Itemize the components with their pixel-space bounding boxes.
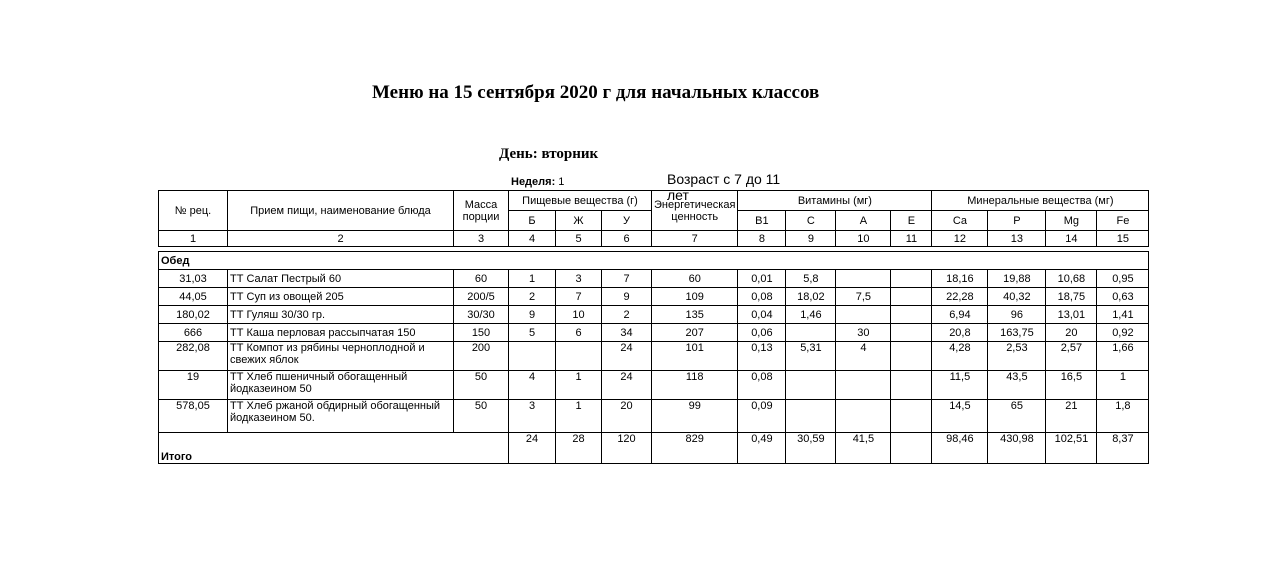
table-row — [159, 306, 1149, 324]
table-cell: 6,94 — [932, 306, 988, 324]
table-row — [159, 342, 1149, 371]
table-cell: 7 — [556, 288, 602, 306]
age-label: Возраст с 7 до 11 лет — [667, 171, 781, 203]
table-cell: 5,31 — [786, 342, 836, 371]
table-cell: 7,5 — [836, 288, 891, 306]
header-sub-cell: А — [836, 211, 891, 231]
table-cell: 2,57 — [1046, 342, 1097, 371]
table-cell: 1,46 — [786, 306, 836, 324]
table-cell — [509, 342, 556, 371]
table-row — [159, 324, 1149, 342]
table-cell: 24 — [602, 371, 652, 400]
table-cell: 7 — [602, 270, 652, 288]
table-cell: 11,5 — [932, 371, 988, 400]
total-cell — [891, 433, 932, 464]
week-info — [511, 176, 564, 188]
table-cell: 5,8 — [786, 270, 836, 288]
table-cell: 109 — [652, 288, 738, 306]
table-cell: 60 — [652, 270, 738, 288]
column-number-cell: 1 — [159, 231, 228, 247]
total-cell: 28 — [556, 433, 602, 464]
table-cell — [891, 270, 932, 288]
total-cell: 829 — [652, 433, 738, 464]
table-cell: 19,88 — [988, 270, 1046, 288]
column-number-cell: 9 — [786, 231, 836, 247]
table-cell: 6 — [556, 324, 602, 342]
table-cell: 207 — [652, 324, 738, 342]
total-cell: 98,46 — [932, 433, 988, 464]
table-cell — [891, 400, 932, 433]
total-cell: 0,49 — [738, 433, 786, 464]
column-number-cell: 11 — [891, 231, 932, 247]
column-number-cell: 15 — [1097, 231, 1149, 247]
table-cell: 18,02 — [786, 288, 836, 306]
dish-name-cell: ТТ Компот из рябины черноплодной и свежих яблок — [228, 342, 454, 371]
dish-name-cell: ТТ Хлеб пшеничный обогащенный йодказеином 50 — [228, 371, 454, 400]
table-cell: 0,09 — [738, 400, 786, 433]
table-cell — [891, 371, 932, 400]
table-cell: 1,66 — [1097, 342, 1149, 371]
page-title: Меню на 15 сентября 2020 г для начальных классов — [372, 82, 820, 103]
table-cell: 282,08 — [159, 342, 228, 371]
total-row — [159, 433, 1149, 464]
table-cell: 20 — [602, 400, 652, 433]
table-cell — [556, 342, 602, 371]
table-cell: 0,01 — [738, 270, 786, 288]
total-cell: 30,59 — [786, 433, 836, 464]
table-cell: 101 — [652, 342, 738, 371]
table-row — [159, 371, 1149, 400]
table-cell: 19 — [159, 371, 228, 400]
table-cell: 0,06 — [738, 324, 786, 342]
table-cell: 4,28 — [932, 342, 988, 371]
header-sub-cell: Ca — [932, 211, 988, 231]
dish-name-cell: ТТ Каша перловая рассыпчатая 150 — [228, 324, 454, 342]
week-value: 1 — [558, 176, 565, 188]
header-row-1 — [159, 191, 1149, 211]
table-cell — [836, 400, 891, 433]
table-cell: 50 — [454, 400, 509, 433]
total-cell: 8,37 — [1097, 433, 1149, 464]
table-cell — [786, 400, 836, 433]
table-cell: 163,75 — [988, 324, 1046, 342]
table-cell: 1,8 — [1097, 400, 1149, 433]
table-cell: 16,5 — [1046, 371, 1097, 400]
table-cell: 14,5 — [932, 400, 988, 433]
table-cell: 0,92 — [1097, 324, 1149, 342]
table-cell: 118 — [652, 371, 738, 400]
table-cell: 60 — [454, 270, 509, 288]
table-cell: 4 — [836, 342, 891, 371]
header-rec: № рец. — [159, 191, 228, 231]
column-number-cell: 5 — [556, 231, 602, 247]
table-cell: 18,75 — [1046, 288, 1097, 306]
table-cell — [836, 306, 891, 324]
column-number-cell: 12 — [932, 231, 988, 247]
table-cell: 2 — [509, 288, 556, 306]
total-cell: 41,5 — [836, 433, 891, 464]
table-cell: 1 — [1097, 371, 1149, 400]
table-cell: 1,41 — [1097, 306, 1149, 324]
table-cell: 99 — [652, 400, 738, 433]
week-label: Неделя: — [511, 176, 556, 188]
table-cell: 4 — [509, 371, 556, 400]
table-cell: 10,68 — [1046, 270, 1097, 288]
table-row — [159, 270, 1149, 288]
total-label: Итого — [159, 433, 509, 464]
table-cell: 96 — [988, 306, 1046, 324]
table-cell: 150 — [454, 324, 509, 342]
header-sub-cell: Fe — [1097, 211, 1149, 231]
table-cell — [786, 324, 836, 342]
column-number-cell: 6 — [602, 231, 652, 247]
total-cell: 24 — [509, 433, 556, 464]
column-number-cell: 14 — [1046, 231, 1097, 247]
header-energy: Энергетическая ценность — [652, 191, 738, 231]
table-cell: 0,04 — [738, 306, 786, 324]
column-number-cell: 4 — [509, 231, 556, 247]
column-number-cell: 8 — [738, 231, 786, 247]
table-row — [159, 288, 1149, 306]
table-cell — [891, 288, 932, 306]
table-cell: 44,05 — [159, 288, 228, 306]
table-cell: 5 — [509, 324, 556, 342]
dish-name-cell: ТТ Салат Пестрый 60 — [228, 270, 454, 288]
table-cell — [891, 342, 932, 371]
table-cell: 135 — [652, 306, 738, 324]
table-cell: 30/30 — [454, 306, 509, 324]
section-row — [159, 252, 1149, 270]
header-sub-cell: В1 — [738, 211, 786, 231]
table-cell: 578,05 — [159, 400, 228, 433]
header-sub-cell: Б — [509, 211, 556, 231]
day-label: День: вторник — [499, 146, 599, 162]
table-cell: 0,08 — [738, 371, 786, 400]
dish-name-cell: ТТ Хлеб ржаной обдирный обогащенный йодказеином 50. — [228, 400, 454, 433]
table-cell: 0,08 — [738, 288, 786, 306]
header-sub-cell: Ж — [556, 211, 602, 231]
total-cell: 430,98 — [988, 433, 1046, 464]
header-nutrients: Пищевые вещества (г) — [509, 191, 652, 211]
column-number-cell: 3 — [454, 231, 509, 247]
header-mass: Масса порции — [454, 191, 509, 231]
table-cell: 21 — [1046, 400, 1097, 433]
header-dish: Прием пищи, наименование блюда — [228, 191, 454, 231]
table-cell: 22,28 — [932, 288, 988, 306]
column-numbers-row — [159, 231, 1149, 247]
table-cell: 9 — [509, 306, 556, 324]
menu-table — [158, 190, 1149, 464]
total-cell: 102,51 — [1046, 433, 1097, 464]
table-cell: 31,03 — [159, 270, 228, 288]
table-cell: 9 — [602, 288, 652, 306]
table-cell: 200 — [454, 342, 509, 371]
table-cell — [836, 371, 891, 400]
table-cell: 18,16 — [932, 270, 988, 288]
column-number-cell: 10 — [836, 231, 891, 247]
table-cell — [786, 371, 836, 400]
table-cell: 24 — [602, 342, 652, 371]
table-cell: 34 — [602, 324, 652, 342]
header-minerals: Минеральные вещества (мг) — [932, 191, 1149, 211]
header-sub-cell: Е — [891, 211, 932, 231]
table-cell: 0,63 — [1097, 288, 1149, 306]
dish-name-cell: ТТ Гуляш 30/30 гр. — [228, 306, 454, 324]
table-cell: 2,53 — [988, 342, 1046, 371]
table-cell: 10 — [556, 306, 602, 324]
table-cell: 200/5 — [454, 288, 509, 306]
table-cell: 2 — [602, 306, 652, 324]
header-sub-cell: У — [602, 211, 652, 231]
total-cell: 120 — [602, 433, 652, 464]
column-number-cell: 2 — [228, 231, 454, 247]
dish-name-cell: ТТ Суп из овощей 205 — [228, 288, 454, 306]
table-cell: 65 — [988, 400, 1046, 433]
table-cell: 40,32 — [988, 288, 1046, 306]
table-cell: 1 — [509, 270, 556, 288]
table-cell — [891, 324, 932, 342]
table-cell: 20 — [1046, 324, 1097, 342]
column-number-cell: 7 — [652, 231, 738, 247]
header-sub-cell: С — [786, 211, 836, 231]
table-cell: 20,8 — [932, 324, 988, 342]
table-cell — [891, 306, 932, 324]
column-number-cell: 13 — [988, 231, 1046, 247]
header-sub-cell: P — [988, 211, 1046, 231]
table-cell: 1 — [556, 400, 602, 433]
section-title: Обед — [159, 252, 1149, 270]
table-cell — [836, 270, 891, 288]
table-cell: 50 — [454, 371, 509, 400]
table-cell: 43,5 — [988, 371, 1046, 400]
table-cell: 13,01 — [1046, 306, 1097, 324]
header-vitamins: Витамины (мг) — [738, 191, 932, 211]
table-cell: 3 — [556, 270, 602, 288]
table-cell: 180,02 — [159, 306, 228, 324]
table-cell: 3 — [509, 400, 556, 433]
header-sub-cell: Mg — [1046, 211, 1097, 231]
table-cell: 1 — [556, 371, 602, 400]
table-row — [159, 400, 1149, 433]
table-cell: 0,95 — [1097, 270, 1149, 288]
table-cell: 0,13 — [738, 342, 786, 371]
table-cell: 30 — [836, 324, 891, 342]
table-cell: 666 — [159, 324, 228, 342]
